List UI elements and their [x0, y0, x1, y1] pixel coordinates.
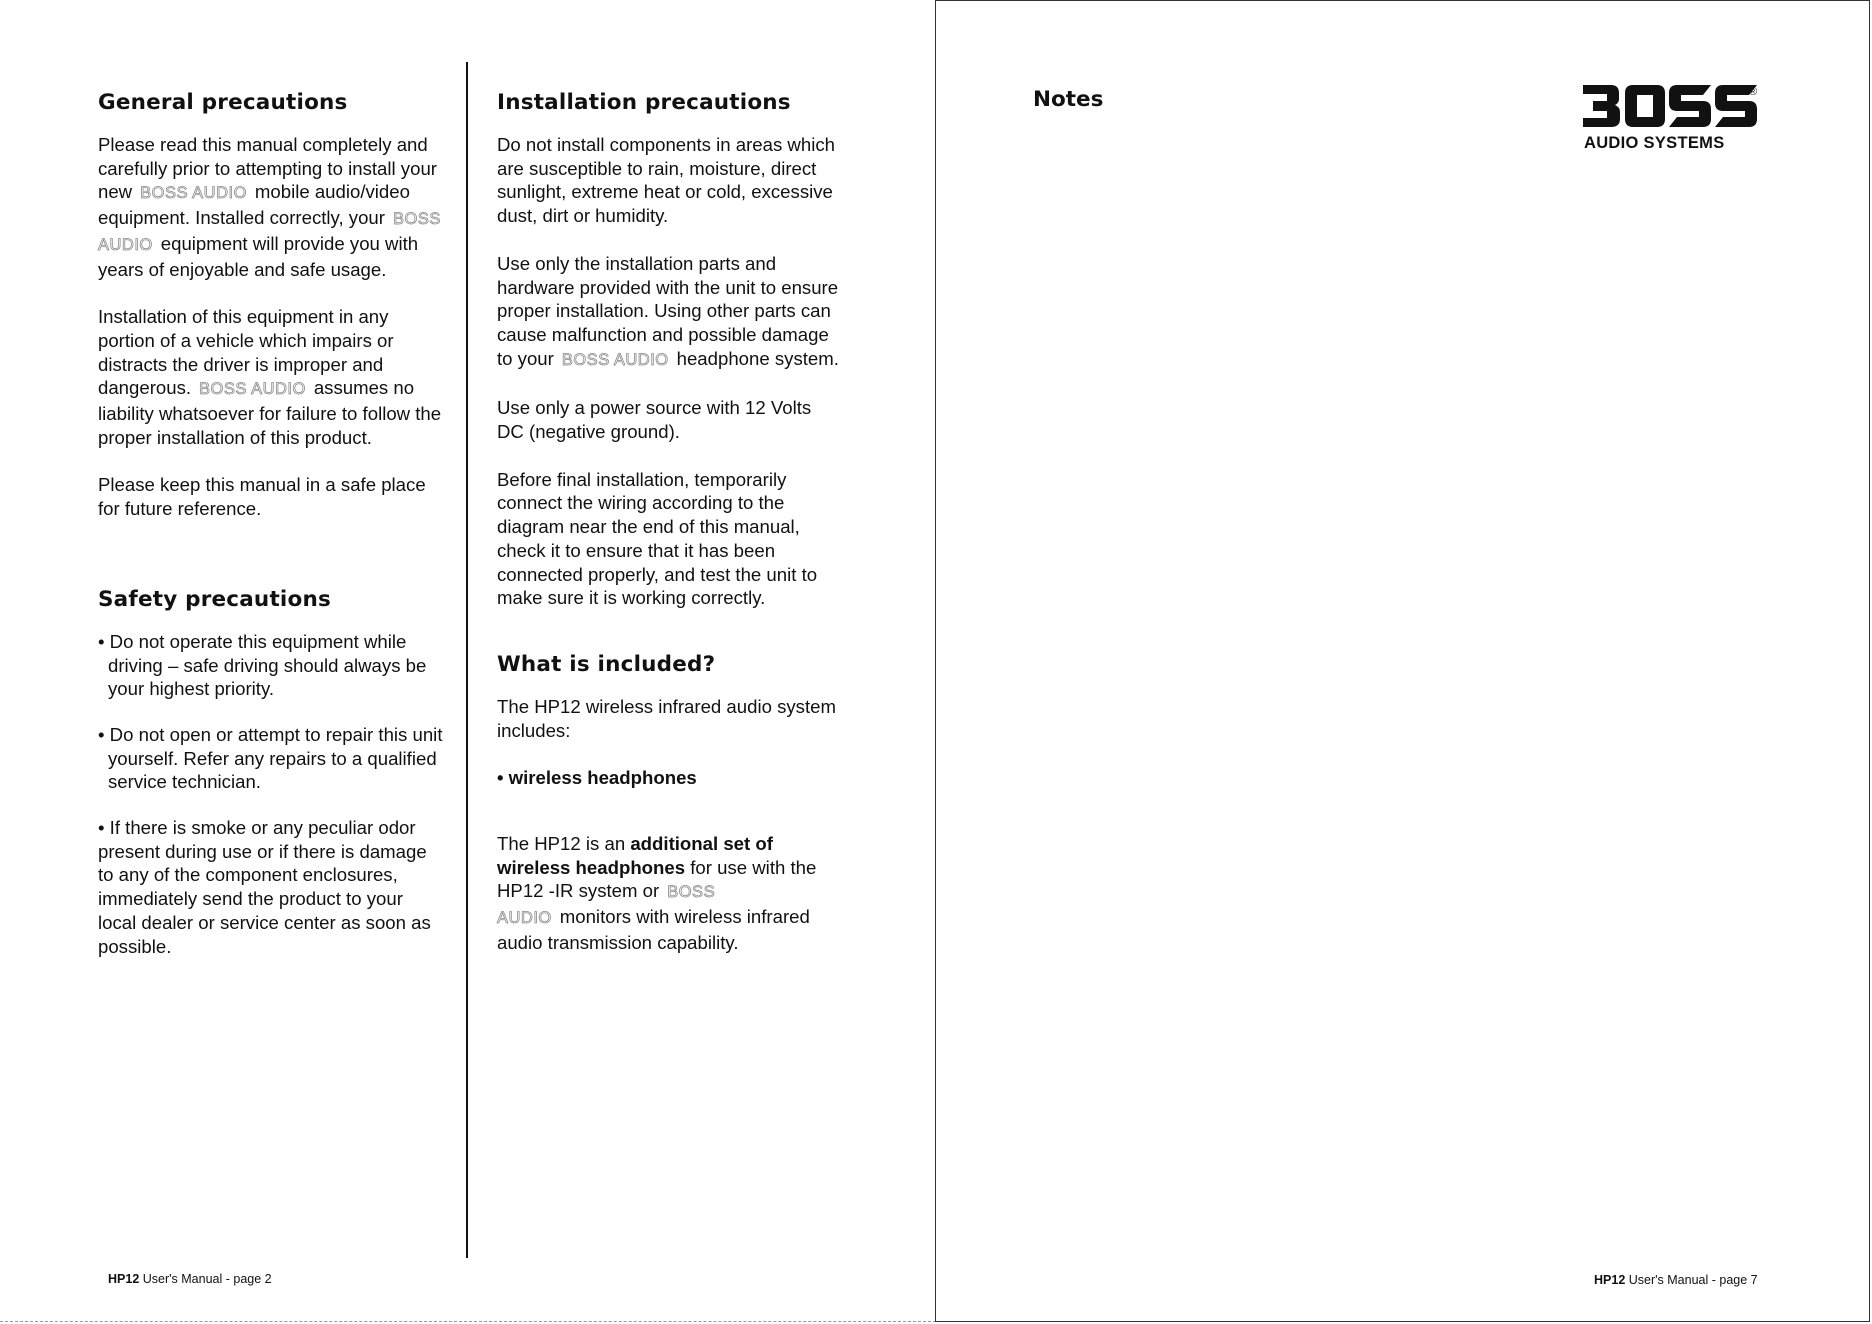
footer-text: User's Manual - page 7	[1628, 1273, 1758, 1287]
general-paragraph-2	[98, 305, 443, 449]
brand-word: BOSS AUDIO	[98, 210, 441, 254]
right-page	[935, 0, 1870, 1322]
installation-paragraph-4: Before final installation, temporarily connect the wiring according to the diagram near the end of this manual, check it to ensure that it has been connected properly, and test the unit to make sure it is working correctly.	[497, 468, 818, 609]
included-text-d: monitors with wireless infrared audio transmission capability.	[497, 906, 810, 953]
included-intro: The HP12 wireless infrared audio system includes:	[497, 695, 836, 741]
included-text-a: The HP12 is an	[497, 833, 626, 855]
footer-page-2	[108, 1272, 272, 1286]
section-spacer	[98, 521, 443, 587]
general-paragraph-1	[98, 133, 443, 281]
brand-word: BOSS AUDIO	[199, 380, 306, 399]
included-text-c: for use with the HP12 -IR system or	[497, 856, 817, 902]
footer-text: User's Manual - page 2	[142, 1272, 272, 1286]
installation-p2-text-a: Use only the installation parts and hardware provided with the unit to ensure proper installation. Using other parts can cause malfunction and possible damage to your	[497, 252, 839, 369]
footer-page-7	[1594, 1273, 1758, 1287]
safety-item-1: • Do not operate this equipment while driving – safe driving should always be your highest priority.	[98, 630, 427, 700]
general-paragraph-3: Please keep this manual in a safe place for future reference.	[98, 474, 426, 520]
brand-word: BOSS AUDIO	[561, 350, 669, 369]
installation-p2-text-b: headphone system.	[676, 347, 839, 369]
safety-item-2: • Do not open or attempt to repair this unit yourself. Refer any repairs to a qualified service technician.	[98, 723, 443, 793]
footer-model: HP12	[108, 1272, 140, 1286]
notes-title: Notes	[1033, 87, 1104, 112]
column-divider	[466, 62, 468, 1258]
general-p1-text-b: mobile audio/video equipment. Installed correctly, your	[98, 181, 410, 229]
included-paragraph	[497, 832, 842, 955]
section-spacer	[497, 610, 842, 652]
general-precautions-heading: General precautions	[98, 90, 348, 115]
general-p1-text-a: Please read this manual completely and carefully prior to attempting to install your new	[98, 134, 437, 203]
installation-precautions-heading: Installation precautions	[497, 90, 791, 115]
what-is-included-heading: What is included?	[497, 651, 716, 677]
general-p1-text-c: equipment will provide you with years of enjoyable and safe usage.	[98, 232, 419, 280]
installation-paragraph-2	[497, 252, 842, 373]
installation-paragraph-3: Use only a power source with 12 Volts DC (negative ground).	[497, 397, 812, 443]
logo-subtitle: AUDIO SYSTEMS	[1584, 134, 1725, 152]
right-column	[497, 90, 842, 955]
general-p2-text-a: Installation of this equipment in any portion of a vehicle which impairs or distracts the driver is improper and dangerous.	[98, 306, 394, 399]
general-p2-text-b: assumes no liability whatsoever for failure to follow the proper installation of this product.	[98, 377, 442, 448]
safety-precautions-heading: Safety precautions	[98, 586, 331, 612]
included-item: • wireless headphones	[497, 767, 697, 789]
safety-item-3: • If there is smoke or any peculiar odor present during use or if there is damage to any of the component enclosures, immediately send the product to your local dealer or service center as soon as possible.	[98, 817, 431, 957]
brand-word: BOSS AUDIO	[497, 883, 716, 928]
footer-model: HP12	[1594, 1273, 1626, 1287]
included-text-bold: additional set of wireless headphones	[497, 833, 773, 878]
installation-paragraph-1: Do not install components in areas which are susceptible to rain, moisture, direct sunlight, extreme heat or cold, excessive dust, dirt or humidity.	[497, 134, 835, 227]
logo-registered-mark: ®	[1749, 86, 1758, 98]
page-bottom-edge	[0, 1321, 936, 1322]
left-column	[98, 90, 443, 980]
brand-word: BOSS AUDIO	[140, 184, 247, 203]
